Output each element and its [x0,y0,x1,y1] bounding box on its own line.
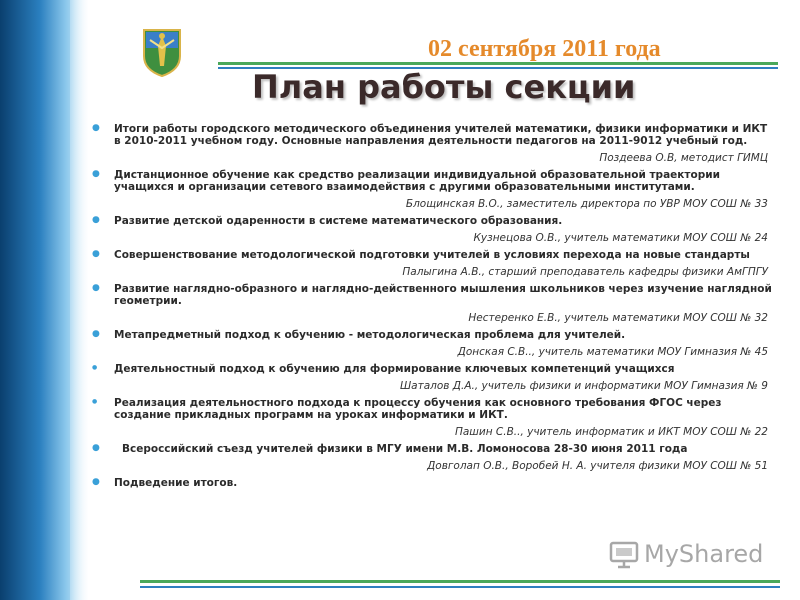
bullet-icon: ● [92,443,100,453]
footer-rules [140,580,780,592]
item-topic: Развитие детской одаренности в системе математического образования. [114,215,563,227]
item-topic: Дистанционное обучение как средство реализации индивидуальной образовательной траектории учащихся и организации сетевого взаимодействия с другими образовательными институтами. [114,169,720,193]
agenda-list [92,122,772,489]
item-topic: Итоги работы городского методического объединения учителей математики, физики информатики и ИКТ в 2010-2011 учебном году. Основные направления деятельности педагогов на 2011-9012 учебный год. [114,123,768,147]
bullet-icon: ● [92,249,100,259]
watermark-text: MyShared [644,540,764,568]
bullet-icon: ● [92,364,98,371]
watermark [608,538,763,570]
list-item [92,214,772,244]
item-speaker: Донская С.В.., учитель математики МОУ Гимназия № 45 [457,346,768,358]
city-emblem-icon [140,26,184,78]
item-topic: Метапредметный подход к обучению - методологическая проблема для учителей. [114,329,626,341]
list-item [92,396,772,438]
list-item [92,282,772,324]
item-topic: Всероссийский съезд учителей физики в МГУ имени М.В. Ломоносова 28-30 июня 2011 года [122,443,688,455]
item-speaker: Кузнецова О.В., учитель математики МОУ СОШ № 24 [473,232,768,244]
list-item [92,442,772,472]
list-item [92,168,772,210]
bullet-icon: ● [92,477,100,487]
item-speaker: Довголап О.В., Воробей Н. А. учителя физики МОУ СОШ № 51 [427,460,768,472]
bullet-icon: ● [92,123,100,133]
item-topic: Реализация деятельностного подхода к процессу обучения как основного требования ФГОС через создание прикладных программ на уроках информатики и ИКТ. [114,397,722,421]
bullet-icon: ● [92,329,100,339]
item-topic: Деятельностный подход к обучению для формирование ключевых компетенций учащихся [114,363,675,375]
presentation-date: 02 сентября 2011 года [428,36,661,62]
item-topic: Подведение итогов. [114,477,238,489]
item-speaker: Шаталов Д.А., учитель физики и информатики МОУ Гимназия № 9 [399,380,768,392]
item-speaker: Палыгина А.В., старший преподаватель кафедры физики АмГПГУ [402,266,768,278]
slide-title: План работы секции [252,68,636,106]
header-rule-green [218,62,778,65]
list-item [92,476,772,489]
bullet-icon: ● [92,169,100,179]
bullet-icon: ● [92,215,100,225]
list-item [92,328,772,358]
item-speaker: Пашин С.В.., учитель информатик и ИКТ МОУ СОШ № 22 [454,426,768,438]
bullet-icon: ● [92,283,100,293]
list-item [92,122,772,164]
presentation-logo-icon [608,538,640,570]
item-topic: Развитие наглядно-образного и наглядно-действенного мышления школьников через изучение наглядной геометрии. [114,283,772,307]
item-speaker: Нестеренко Е.В., учитель математики МОУ СОШ № 32 [468,312,768,324]
item-topic: Совершенствование методологической подготовки учителей в условиях перехода на новые стандарты [114,249,750,261]
left-decorative-band [0,0,88,600]
bullet-icon: ● [92,398,98,405]
item-speaker: Блощинская В.О., заместитель директора по УВР МОУ СОШ № 33 [405,198,768,210]
list-item [92,362,772,392]
item-speaker: Поздеева О.В, методист ГИМЦ [599,152,768,164]
list-item [92,248,772,278]
